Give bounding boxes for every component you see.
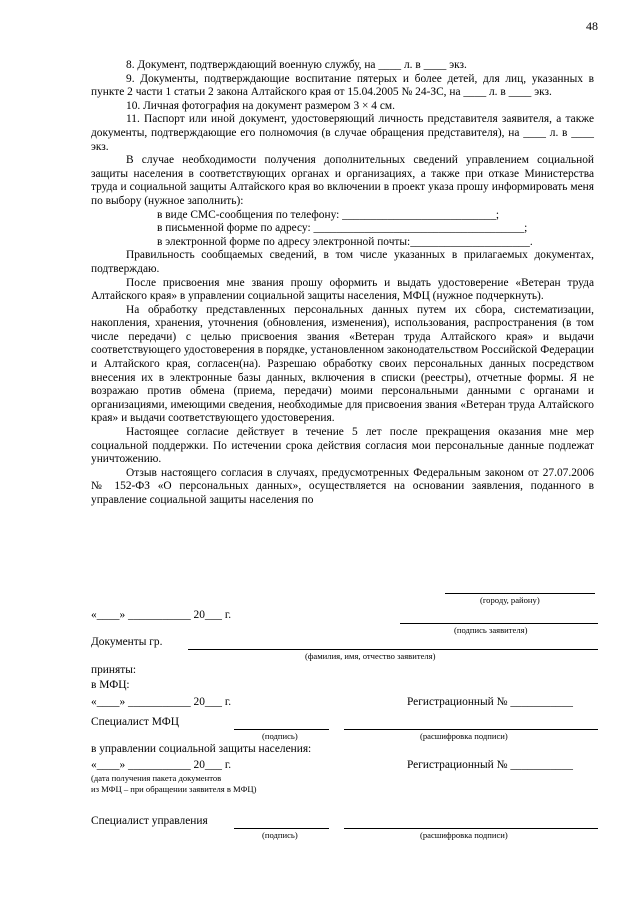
revoke-paragraph: Отзыв настоящего согласия в случаях, предусмотренных Федеральным законом от 27.07.2006 № 152-ФЗ «О персональных данных», осуществляется на основании заявления, поданного в управление социальной защиты населения по <box>91 466 594 506</box>
applicant-signature-caption: (подпись заявителя) <box>454 625 528 635</box>
page-number: 48 <box>586 19 598 33</box>
notify-intro: В случае необходимости получения дополнительных сведений управлением социальной защиты населения в соответствующих органах и организациях, а также при отказе Министерства труда и социальной защиты Алтайского края во включении в проект указа прошу информировать меня по выбору (нужное заполнить): <box>91 154 594 207</box>
issue-paragraph: После присвоения мне звания прошу оформить и выдать удостоверение «Ветеран труда Алтайского края» в управлении социальной защиты населения, МФЦ (нужное подчеркнуть). <box>91 276 594 303</box>
notify-sms: в виде СМС-сообщения по телефону: ___________________________; <box>157 208 500 221</box>
mfc-signature-line <box>234 729 329 730</box>
applicant-name-caption: (фамилия, имя, отчество заявителя) <box>305 651 436 661</box>
mfc-decoding-line <box>344 729 598 730</box>
uszn-signature-caption: (подпись) <box>262 830 298 840</box>
item-11: 11. Паспорт или иной документ, удостоверяющий личность представителя заявителя, а также документы, подтверждающие его полномочия (в случае обращения представителя), на ____ л. в ____ экз. <box>91 113 594 153</box>
applicant-name-line <box>188 649 598 650</box>
validity-paragraph: Настоящее согласие действует в течение 5 лет после прекращения оказания мне мер социальной поддержки. По истечении срока действия согласия мои персональные данные подлежат уничтожению. <box>91 426 594 466</box>
item-9: 9. Документы, подтверждающие воспитание пятерых и более детей, для лиц, указанных в пункте 2 части 1 статьи 2 закона Алтайского края от 15.04.2005 № 24-ЗС, на ____ л. в ____ экз. <box>91 72 594 99</box>
mfc-specialist-label: Специалист МФЦ <box>91 716 179 728</box>
mfc-decoding-caption: (расшифровка подписи) <box>420 731 508 741</box>
applicant-signature-line <box>400 623 598 624</box>
city-caption: (городу, району) <box>480 595 540 605</box>
date-note-line1: (дата получения пакета документов <box>91 773 222 783</box>
uszn-decoding-line <box>344 828 598 829</box>
item-10: 10. Личная фотография на документ размером 3 × 4 см. <box>126 99 395 112</box>
docs-label: Документы гр. <box>91 636 163 648</box>
mfc-date: «____» ___________ 20___ г. <box>91 696 232 708</box>
uszn-registration-number: Регистрационный № ___________ <box>407 759 573 771</box>
uszn-signature-line <box>234 828 329 829</box>
application-text <box>91 59 594 508</box>
notify-post: в письменной форме по адресу: _____________________________________; <box>157 222 528 235</box>
notify-email: в электронной форме по адресу электронной почты:_____________________. <box>157 235 533 248</box>
uszn-decoding-caption: (расшифровка подписи) <box>420 830 508 840</box>
date-note-line2: из МФЦ – при обращении заявителя в МФЦ) <box>91 784 257 794</box>
consent-paragraph: На обработку представленных персональных данных путем их сбора, систематизации, накопления, хранения, уточнения (обновления, изменения), использования, распространения (в том числе передачи) с целью присвоения звания «Ветеран труда Алтайского края» и выдачи соответствующего удостоверения в порядке, установленном законодательством Российской Федерации и Алтайского края, согласен(на). Разрешаю обработку своих персональных данных посредством внесения их в электронные базы данных, включения в списки (реестры), отчетные формы. Я не возражаю против обмена (приема, передачи) моими персональными данными с органами и организациями, имеющими сведения, необходимые для присвоения звания «Ветеран труда Алтайского края» и выдачи соответствующего удостоверения. <box>91 303 594 425</box>
applicant-date: «____» ___________ 20___ г. <box>91 609 232 621</box>
mfc-label: в МФЦ: <box>91 679 130 691</box>
confirm-paragraph: Правильность сообщаемых сведений, в том числе указанных в прилагаемых документах, подтверждаю. <box>91 249 594 275</box>
item-8: 8. Документ, подтверждающий военную службу, на ____ л. в ____ экз. <box>126 59 467 71</box>
uszn-label: в управлении социальной защиты населения: <box>91 743 312 755</box>
city-line <box>445 593 595 594</box>
accepted-label: приняты: <box>91 664 137 676</box>
mfc-signature-caption: (подпись) <box>262 731 298 741</box>
uszn-specialist-label: Специалист управления <box>91 815 208 827</box>
mfc-registration-number: Регистрационный № ___________ <box>407 696 573 708</box>
uszn-date: «____» ___________ 20___ г. <box>91 759 232 771</box>
